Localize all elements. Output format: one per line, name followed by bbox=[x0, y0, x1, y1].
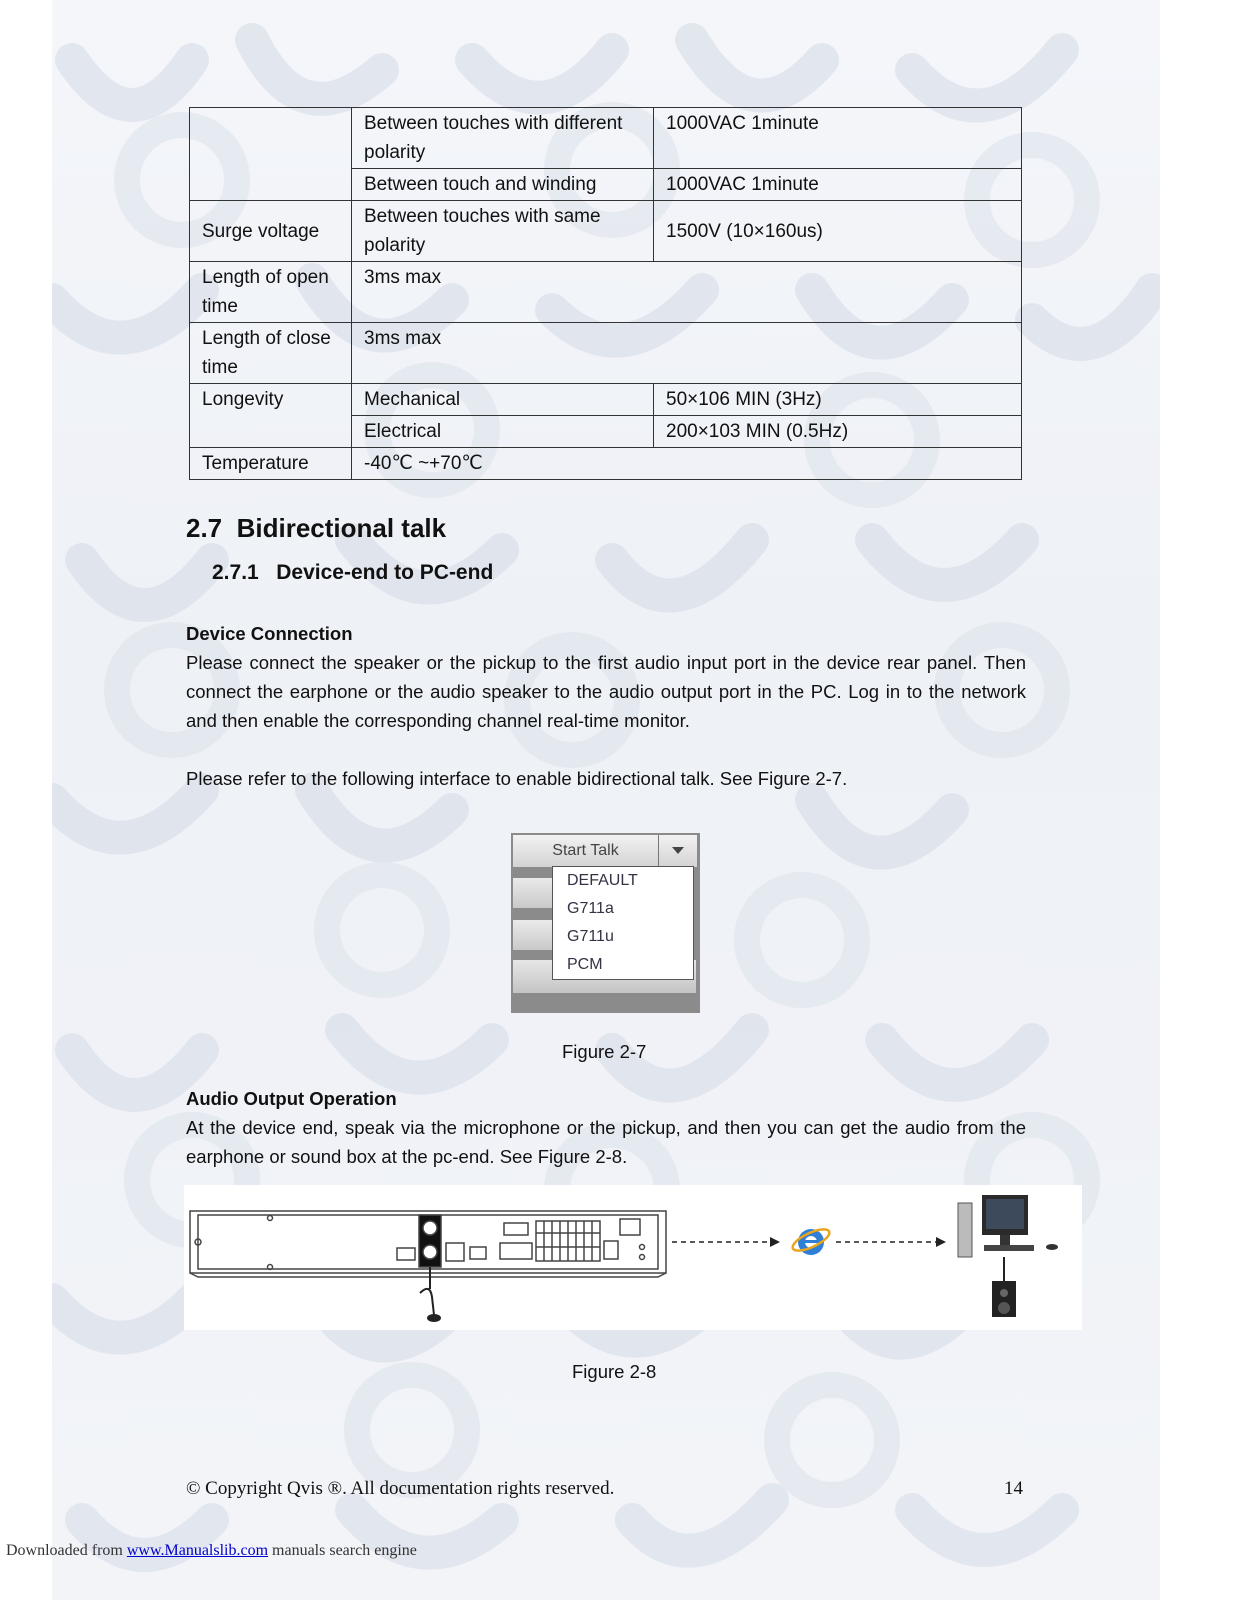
refer-text: Please refer to the following interface to enable bidirectional talk. See Figure 2-7. bbox=[186, 768, 848, 789]
audio-output-heading: Audio Output Operation bbox=[186, 1088, 397, 1109]
table-cell: 1500V (10×160us) bbox=[654, 201, 1022, 262]
talk-dropdown-button[interactable] bbox=[659, 835, 697, 867]
codec-menu bbox=[552, 866, 694, 980]
start-talk-button[interactable]: Start Talk bbox=[513, 835, 659, 867]
figure-2-7-caption: Figure 2-7 bbox=[562, 1041, 647, 1062]
table-row bbox=[190, 108, 1022, 169]
download-notice bbox=[6, 1542, 417, 1560]
arrow-head bbox=[936, 1237, 946, 1247]
manualslib-link[interactable]: www.Manualslib.com bbox=[126, 1542, 269, 1559]
figure-2-8-caption: Figure 2-8 bbox=[572, 1361, 657, 1382]
table-cell: 3ms max bbox=[352, 262, 1022, 323]
menu-item-default[interactable]: DEFAULT bbox=[567, 872, 638, 889]
internet-explorer-icon bbox=[790, 1225, 832, 1255]
table-cell bbox=[190, 108, 352, 201]
page-number: 14 bbox=[1004, 1478, 1023, 1499]
chevron-down-icon bbox=[672, 842, 684, 860]
table-cell: Surge voltage bbox=[190, 201, 352, 262]
table-row bbox=[190, 384, 1022, 416]
desktop-pc-icon bbox=[958, 1195, 1058, 1257]
section-number: 2.7 bbox=[186, 513, 223, 543]
table-cell: 1000VAC 1minute bbox=[654, 169, 1022, 201]
table-cell: Between touches with different polarity bbox=[352, 108, 654, 169]
table-cell: Electrical bbox=[352, 416, 654, 448]
download-prefix: Downloaded from bbox=[6, 1542, 127, 1559]
arrow-head bbox=[770, 1237, 780, 1247]
audio-output-text: At the device end, speak via the microphone or the pickup, and then you can get the audio from the earphone or sound box at the pc-end. See Figure 2-8. bbox=[186, 1117, 1026, 1167]
menu-item-g711a[interactable]: G711a bbox=[567, 900, 614, 917]
subsection-heading bbox=[212, 561, 493, 585]
device-connection-text: Please connect the speaker or the pickup to the first audio input port in the device rear panel. Then connect the earphone or the audio speaker to the audio output port in the PC. Log in to the network and then enable the corresponding channel real-time monitor. bbox=[186, 652, 1026, 731]
figure-2-8-diagram bbox=[184, 1185, 1082, 1330]
table-cell: 50×106 MIN (3Hz) bbox=[654, 384, 1022, 416]
table-cell: Length of close time bbox=[190, 323, 352, 384]
table-cell: 3ms max bbox=[352, 323, 1022, 384]
download-suffix: manuals search engine bbox=[268, 1542, 417, 1559]
table-cell: 200×103 MIN (0.5Hz) bbox=[654, 416, 1022, 448]
copyright-text: © Copyright Qvis ®. All documentation rights reserved. bbox=[186, 1478, 615, 1499]
device-connection-heading: Device Connection bbox=[186, 623, 353, 644]
connection-diagram bbox=[184, 1185, 1082, 1330]
table-row bbox=[190, 323, 1022, 384]
table-cell: Temperature bbox=[190, 448, 352, 480]
menu-item-g711u[interactable]: G711u bbox=[567, 928, 614, 945]
subsection-number: 2.7.1 bbox=[212, 561, 259, 584]
section-title: Bidirectional talk bbox=[236, 513, 447, 543]
microphone-icon bbox=[420, 1267, 440, 1321]
section-heading bbox=[186, 513, 446, 544]
background-button bbox=[513, 920, 553, 950]
table-cell: -40℃ ~+70℃ bbox=[352, 448, 1022, 480]
menu-item-pcm[interactable]: PCM bbox=[567, 956, 603, 973]
background-button bbox=[513, 878, 553, 908]
relay-spec-table bbox=[189, 107, 1022, 480]
figure-2-7-screenshot bbox=[511, 833, 700, 1013]
table-row bbox=[190, 448, 1022, 480]
table-cell: 1000VAC 1minute bbox=[654, 108, 1022, 169]
table-row bbox=[190, 262, 1022, 323]
table-cell: Longevity bbox=[190, 384, 352, 448]
table-row bbox=[190, 201, 1022, 262]
subsection-title: Device-end to PC-end bbox=[276, 561, 494, 584]
nvr-rear-panel bbox=[190, 1211, 666, 1277]
table-cell: Between touches with same polarity bbox=[352, 201, 654, 262]
speaker-icon bbox=[992, 1281, 1016, 1317]
table-cell: Between touch and winding bbox=[352, 169, 654, 201]
table-cell: Length of open time bbox=[190, 262, 352, 323]
table-cell: Mechanical bbox=[352, 384, 654, 416]
